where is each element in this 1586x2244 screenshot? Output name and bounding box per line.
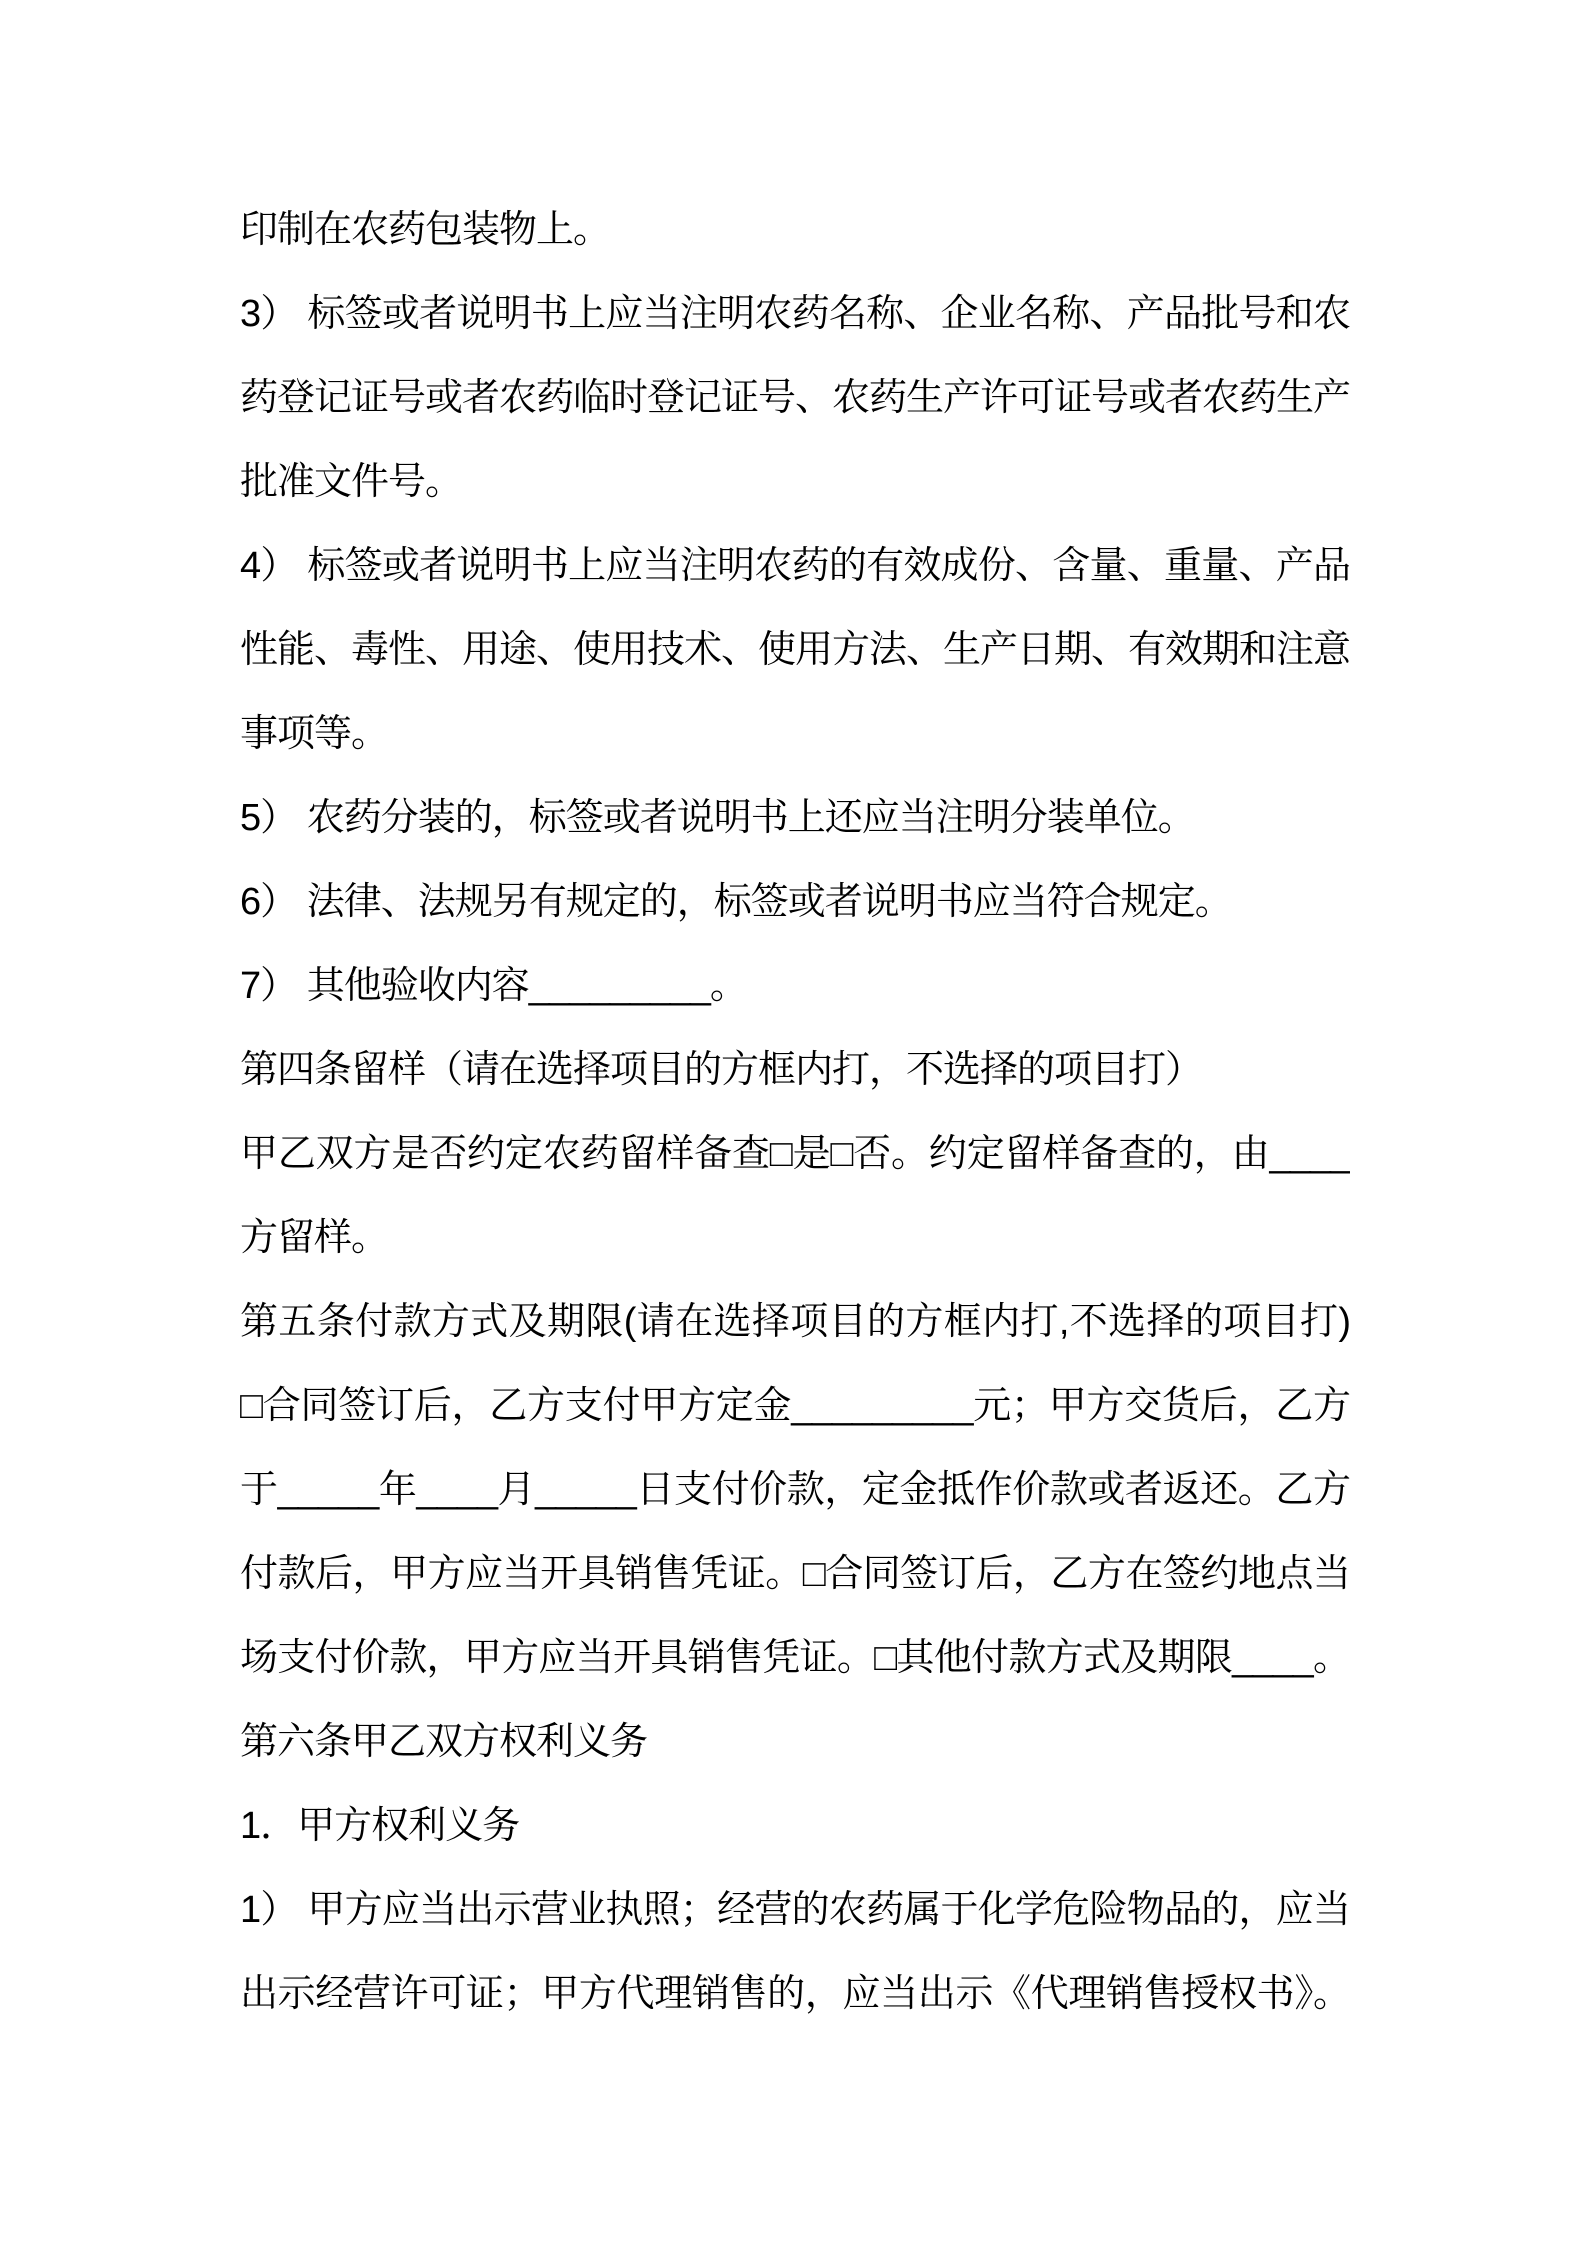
text-line-sales-voucher: 付款后，甲方应当开具销售凭证。□合同签订后，乙方在签约地点当 [240, 1553, 1350, 1595]
text-line-party-a-item1-start: 1） 甲方应当出示营业执照；经营的农药属于化学危险物品的，应当 [240, 1889, 1350, 1931]
text-line-item6-regulations: 6） 法律、法规另有规定的，标签或者说明书应当符合规定。 [240, 881, 1232, 923]
text-line-item3-continued: 药登记证号或者农药临时登记证号、农药生产许可证号或者农药生产 [240, 377, 1350, 419]
text-line-item5-repackaging: 5） 农药分装的，标签或者说明书上还应当注明分装单位。 [240, 797, 1195, 839]
text-line-item7-other-blank: 7） 其他验收内容_________。 [240, 965, 747, 1007]
text-line-item4-end: 事项等。 [240, 713, 389, 755]
text-line-item4-label-start: 4） 标签或者说明书上应当注明农药的有效成份、含量、重量、产品 [240, 545, 1350, 587]
text-line-retention-end: 方留样。 [240, 1217, 389, 1259]
clause-6-rights-heading: 第六条甲乙双方权利义务 [240, 1721, 648, 1763]
text-line-other-payment-checkbox: 场支付价款，甲方应当开具销售凭证。□其他付款方式及期限____。 [240, 1637, 1350, 1679]
text-line-party-a-item1-end: 出示经营许可证；甲方代理销售的，应当出示《代理销售授权书》。 [240, 1973, 1350, 2015]
text-line-item4-continued: 性能、毒性、用途、使用技术、使用方法、生产日期、有效期和注意 [240, 629, 1350, 671]
text-line-party-a-rights-title: 1．甲方权利义务 [240, 1805, 520, 1847]
text-line-payment-date-blanks: 于_____年____月_____日支付价款，定金抵作价款或者返还。乙方 [240, 1469, 1350, 1511]
text-line-packaging-print: 印制在农药包装物上。 [240, 209, 611, 251]
text-line-item3-label-start: 3） 标签或者说明书上应当注明农药名称、企业名称、产品批号和农 [240, 293, 1350, 335]
contract-text-block [240, 188, 1350, 2036]
clause-5-payment-heading: 第五条付款方式及期限(请在选择项目的方框内打,不选择的项目打) [240, 1301, 1350, 1343]
text-line-item3-end: 批准文件号。 [240, 461, 463, 503]
text-line-retention-checkboxes: 甲乙双方是否约定农药留样备查□是□否。约定留样备查的，由____ [240, 1133, 1350, 1175]
clause-4-retention-heading: 第四条留样（请在选择项目的方框内打，不选择的项目打） [240, 1049, 1203, 1091]
text-line-deposit-checkbox: □合同签订后，乙方支付甲方定金_________元；甲方交货后，乙方 [240, 1385, 1350, 1427]
